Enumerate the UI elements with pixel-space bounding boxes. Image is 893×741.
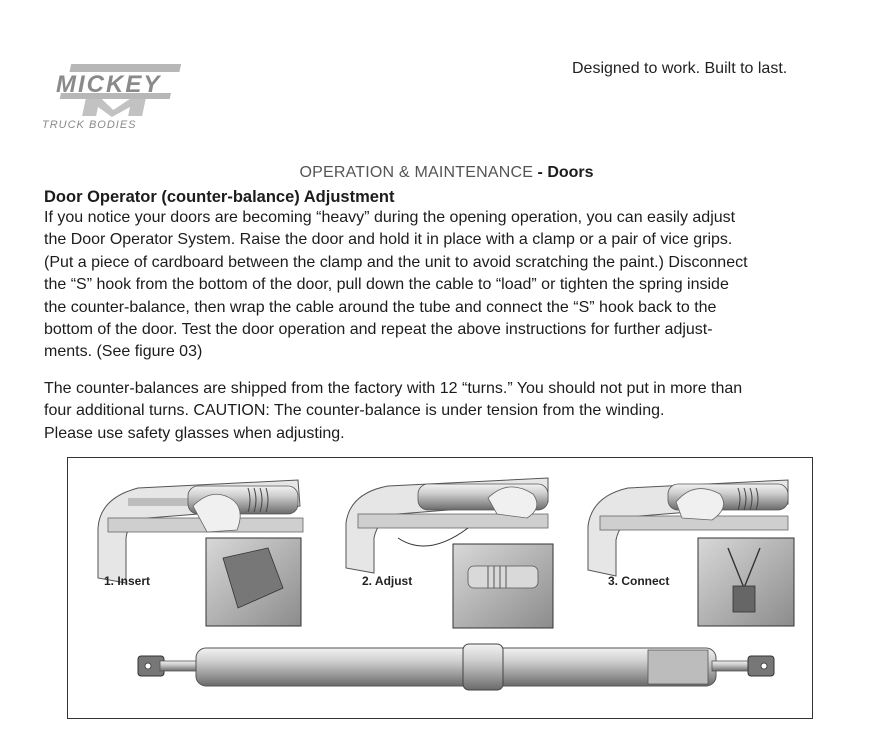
paragraph-line: the counter-balance, then wrap the cable around the tube and connect the “S” hook back to the — [44, 298, 717, 316]
paragraph-line: If you notice your doors are becoming “heavy” during the opening operation, you can easily adjust — [44, 209, 736, 226]
figure-03 — [67, 457, 813, 719]
step-3-illustration — [588, 480, 794, 626]
section-title-light: OPERATION & MAINTENANCE — [299, 164, 534, 181]
paragraph-line: ments. (See figure 03) — [44, 343, 203, 361]
svg-text:MICKEY: MICKEY — [56, 71, 162, 98]
step-3-label: 3. Connect — [608, 574, 670, 588]
paragraph-line: the Door Operator System. Raise the door and hold it in place with a clamp or a pair of vice grips. — [44, 231, 733, 249]
paragraph-line: four additional turns. CAUTION: The counter-balance is under tension from the winding. — [44, 402, 665, 420]
paragraph-1 — [44, 207, 844, 364]
paragraph-line: Please use safety glasses when adjusting. — [44, 424, 345, 442]
step-2-illustration — [346, 478, 553, 628]
figure-illustration — [68, 458, 814, 720]
section-title — [0, 164, 893, 182]
section-title-sep: - — [533, 164, 548, 181]
paragraph-line: the “S” hook from the bottom of the door, pull down the cable to “load” or tighten the spring inside — [44, 276, 729, 294]
paragraph-line: The counter-balances are shipped from the factory with 12 “turns.” You should not put in more than — [44, 380, 743, 397]
tagline: Designed to work. Built to last. — [572, 60, 788, 77]
step-1-label: 1. Insert — [104, 574, 151, 588]
mickey-logo — [38, 60, 198, 132]
section-title-bold: Doors — [547, 164, 594, 181]
paragraph-line: bottom of the door. Test the door operation and repeat the above instructions for further adjust- — [44, 321, 713, 339]
step-1-illustration — [98, 480, 303, 626]
paragraph-2 — [44, 378, 844, 445]
counter-balance-tube — [138, 644, 774, 690]
article-heading: Door Operator (counter-balance) Adjustment — [44, 188, 395, 206]
step-2-label: 2. Adjust — [362, 574, 413, 588]
svg-text:TRUCK BODIES: TRUCK BODIES — [42, 119, 137, 131]
paragraph-line: (Put a piece of cardboard between the clamp and the unit to avoid scratching the paint.) Disconnect — [44, 253, 748, 271]
